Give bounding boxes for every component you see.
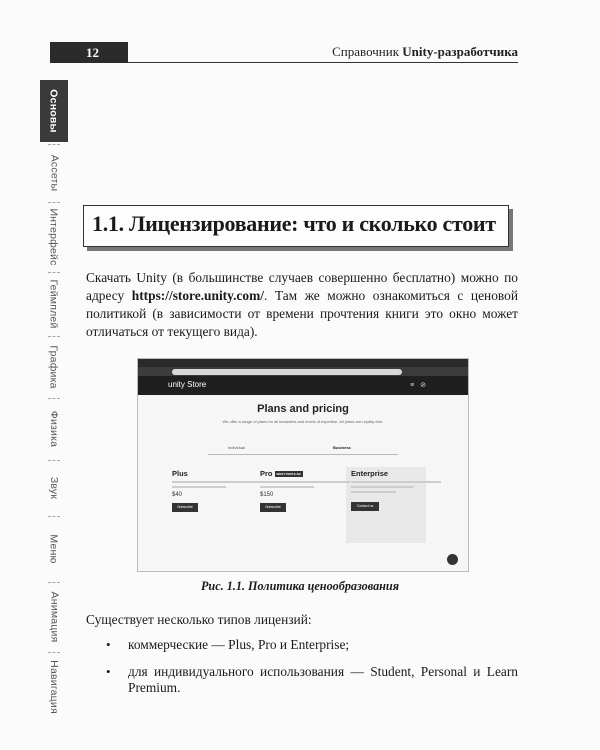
plan-desc <box>260 481 350 483</box>
list-item: • для индивидуального использования — Student, Personal и Learn Premium. <box>106 664 518 696</box>
browser-tab-bar <box>138 359 468 367</box>
index-tab-label: Геймплей <box>48 279 60 329</box>
figure-caption: Рис. 1.1. Политика ценообразования <box>200 579 399 593</box>
most-popular-badge: MOST POPULAR <box>276 472 301 477</box>
plans-subtitle: We offer a range of plans for all industries and levels of expertise. All plans are royalty-free. <box>222 419 384 424</box>
plans-heading: Plans and pricing <box>257 403 349 415</box>
subscribe-button: Subscribe <box>260 503 286 512</box>
subscribe-button: Subscribe <box>172 503 198 512</box>
index-tab-label: Навигация <box>48 660 61 714</box>
index-tab-label: Графика <box>48 345 60 389</box>
plan-price: $150 <box>260 492 274 498</box>
plan-name-text: Pro <box>260 469 273 478</box>
running-header <box>332 44 518 60</box>
section-title: 1.1. Лицензирование: что и сколько стоит <box>92 211 496 236</box>
plan-card-pro <box>260 469 350 569</box>
section-heading-box <box>83 205 509 247</box>
plan-desc <box>172 486 226 488</box>
intro-text-after: . Там же можно ознакомиться с ценовой политикой (в зависимости от времени прочтения книги это окно может отличаться от текущего вида). <box>86 288 518 339</box>
index-tab-label: Интерфейс <box>48 208 60 266</box>
licenses-intro: Существует несколько типов лицензий: <box>86 612 312 627</box>
plan-name: Enterprise <box>351 469 389 478</box>
plan-desc <box>172 481 262 483</box>
plan-price: $40 <box>172 492 183 498</box>
tab-business: Business <box>333 445 351 450</box>
chapter-index <box>40 80 68 720</box>
plan-desc <box>260 486 314 488</box>
index-tab-label: Физика <box>48 410 60 448</box>
index-tab-label: Звук <box>48 476 60 500</box>
index-tab-basics[interactable] <box>40 80 68 142</box>
plan-card-plus <box>172 469 262 569</box>
index-tab-gameplay[interactable] <box>40 274 68 334</box>
plan-desc <box>351 491 396 493</box>
plan-desc <box>351 486 414 488</box>
index-separator <box>48 272 60 273</box>
intro-paragraph <box>86 269 518 341</box>
index-tab-interface[interactable] <box>40 204 68 270</box>
index-separator <box>48 202 60 203</box>
store-url[interactable]: https://store.unity.com/ <box>131 288 264 303</box>
page-number: 12 <box>50 42 128 63</box>
unity-store-logo: unity Store <box>168 380 207 389</box>
index-separator <box>48 144 60 145</box>
index-tab-menu[interactable] <box>40 518 68 580</box>
plan-tabs <box>208 442 398 455</box>
header-rule <box>128 62 518 63</box>
chat-icon <box>447 554 458 565</box>
index-tab-graphics[interactable] <box>40 338 68 396</box>
index-separator <box>48 336 60 337</box>
index-tab-label: Основы <box>48 89 61 133</box>
index-tab-label: Анимация <box>48 591 61 643</box>
plan-name <box>260 469 350 478</box>
license-list <box>106 637 518 696</box>
index-separator <box>48 652 60 653</box>
index-separator <box>48 398 60 399</box>
index-tab-navigation[interactable] <box>40 654 68 720</box>
nav-icons: ≡ ⊘ <box>410 382 428 389</box>
index-tab-physics[interactable] <box>40 400 68 458</box>
index-separator <box>48 516 60 517</box>
index-separator <box>48 460 60 461</box>
figure-screenshot <box>137 358 469 572</box>
running-header-bold: Unity-разработчика <box>402 44 518 59</box>
list-item: • коммерческие — Plus, Pro и Enterprise; <box>106 637 518 653</box>
tab-individual: Individual <box>228 445 245 450</box>
index-tab-assets[interactable] <box>40 146 68 200</box>
index-tab-label: Ассеты <box>48 154 60 192</box>
running-header-prefix: Справочник <box>332 44 403 59</box>
address-field <box>172 369 402 375</box>
plan-card-enterprise <box>351 469 441 569</box>
intro-text-before: Скачать Unity (в большинстве случаев совершенно бесплатно) можно по адресу <box>86 270 518 303</box>
contact-button: Contact us <box>351 502 379 511</box>
plan-desc <box>351 481 441 483</box>
plan-name: Plus <box>172 469 188 478</box>
index-tab-sound[interactable] <box>40 462 68 514</box>
index-tab-label: Меню <box>48 534 60 564</box>
